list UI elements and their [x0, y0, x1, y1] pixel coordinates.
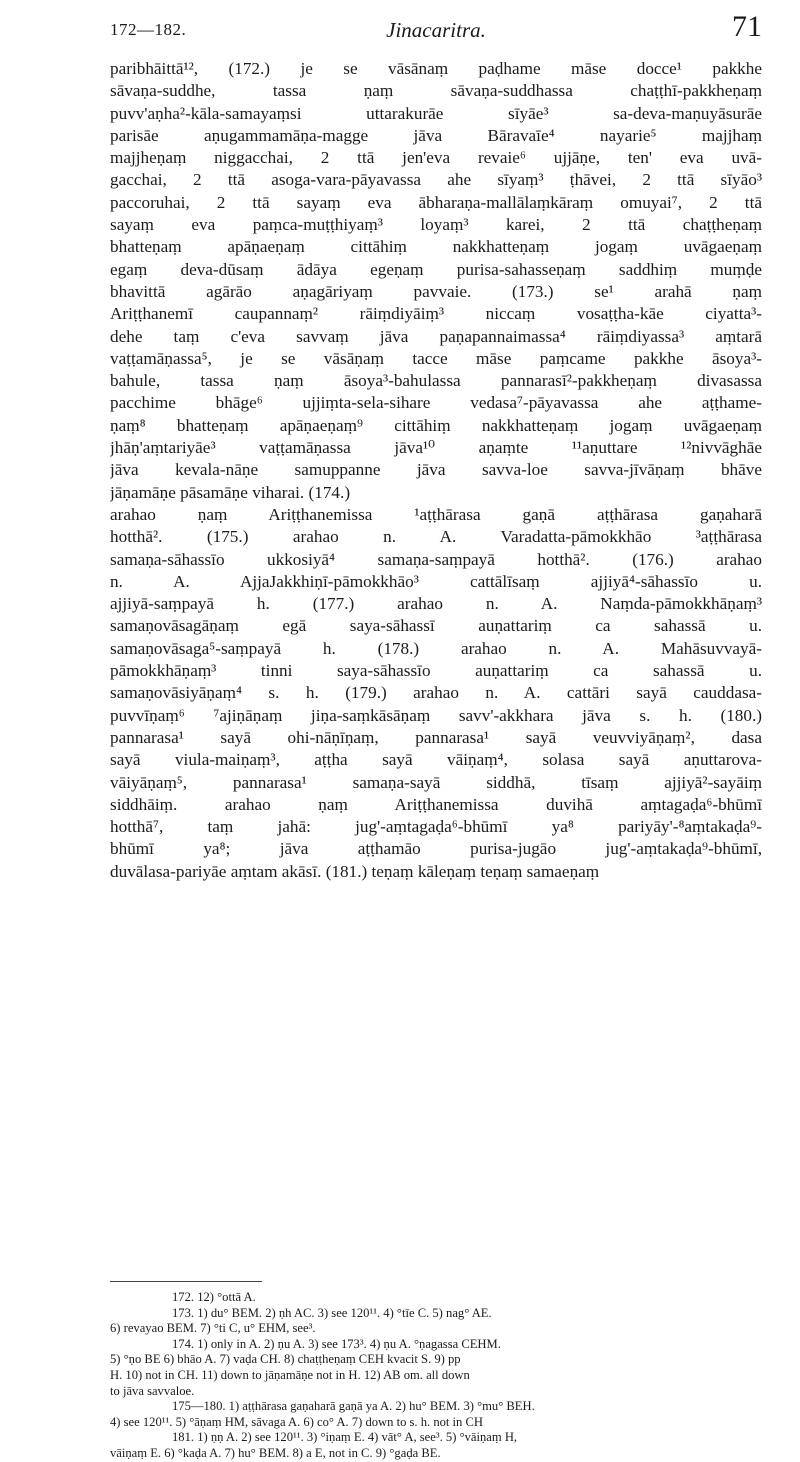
- footnote-line: 172. 12) °ottā A.: [172, 1290, 256, 1304]
- text-line: paccoruhai, 2 ttā sayaṃ eva ābharaṇa-mallālaṃkāraṃ omuyai⁷, 2 ttā: [110, 192, 762, 212]
- text-line: siddhāiṃ. arahao ṇaṃ Ariṭṭhanemissa duvihā aṃtagaḍa⁶-bhūmī: [110, 794, 762, 814]
- text-line: ajjiyā-saṃpayā h. (177.) arahao n. A. Naṃda-pāmokkhāṇaṃ³: [110, 594, 762, 614]
- text-line: puvv'aṇha²-kāla-samayaṃsi uttarakurāe sīyāe³ sa-deva-maṇuyāsurāe: [110, 103, 762, 123]
- footnote-line: 174. 1) only in A. 2) ṇu A. 3) see 173³. 4) ṇu A. °ṇagassa CEHM.: [172, 1336, 501, 1351]
- text-line: pacchime bhāge⁶ ujjiṃta-sela-sihare vedasa⁷-pāyavassa ahe aṭṭhame-: [110, 393, 762, 413]
- footnote-line: to jāva savvaloe.: [110, 1383, 195, 1398]
- text-line: dehe taṃ c'eva savvaṃ jāva paṇapannaimassa⁴ rāiṃdiyassa³ aṃtarā: [110, 326, 762, 346]
- text-line: samaṇovāsiyāṇaṃ⁴ s. h. (179.) arahao n. A. cattāri sayā cauddasa-: [110, 683, 762, 703]
- text-line: majjheṇaṃ niggacchai, 2 ttā jen'eva revaie⁶ ujjāṇe, ten' eva uvā-: [110, 148, 762, 168]
- text-line: n. A. AjjaJakkhiṇī-pāmokkhāo³ cattālīsaṃ ajjiyā⁴-sāhassīo u.: [110, 571, 762, 591]
- text-line: samaṇa-sāhassīo ukkosiyā⁴ samaṇa-saṃpayā hotthā². (176.) arahao: [110, 549, 762, 569]
- footnote-line: 5) °ṇo BE 6) bhāo A. 7) vaḍa CH. 8) chaṭṭheṇaṃ CEH kvacit S. 9) pp: [110, 1352, 461, 1367]
- text-line: hotthā². (175.) arahao n. A. Varadatta-pāmokkhāo ³aṭṭhārasa: [110, 527, 762, 547]
- page-number: 71: [732, 10, 762, 43]
- text-line: pāmokkhāṇaṃ³ tinni saya-sāhassīo auṇattariṃ ca sahassā u.: [110, 661, 762, 681]
- text-line: gacchai, 2 ttā asoga-vara-pāyavassa ahe sīyaṃ³ ṭhāvei, 2 ttā sīyāo³: [110, 170, 762, 190]
- text-line: hotthā⁷, taṃ jahā: jug'-aṃtagaḍa⁶-bhūmī ya⁸ pariyāy'-⁸aṃtakaḍa⁹-: [110, 817, 762, 837]
- text-line: samaṇovāsagāṇaṃ egā saya-sāhassī auṇattariṃ ca sahassā u.: [110, 616, 762, 636]
- text-line: sayā viula-maiṇaṃ³, aṭṭha sayā vāiṇaṃ⁴, solasa sayā aṇuttarova-: [110, 750, 762, 770]
- text-line: vāiyāṇaṃ⁵, pannarasa¹ samaṇa-sayā siddhā, tīsaṃ ajjiyā²-sayāiṃ: [110, 772, 762, 792]
- footnote-line: 181. 1) ṇṇ A. 2) see 120¹¹. 3) °iṇaṃ E. 4) vāt° A, see³. 5) °vāiṇaṃ H,: [172, 1430, 518, 1445]
- running-section-range: 172—182.: [110, 20, 187, 39]
- main-text: [110, 58, 762, 883]
- footnotes: [110, 1290, 762, 1462]
- text-line: bhavittā agārāo aṇagāriyaṃ pavvaie. (173.) se¹ arahā ṇaṃ: [110, 281, 762, 301]
- footnote-divider: [110, 1281, 262, 1282]
- text-line: ṇaṃ⁸ bhatteṇaṃ apāṇaeṇaṃ⁹ cittāhiṃ nakkhatteṇaṃ jogaṃ uvāgaeṇaṃ: [110, 415, 762, 435]
- text-line: paribhāittā¹², (172.) je se vāsānaṃ paḍhame māse docce¹ pakkhe: [110, 59, 762, 78]
- footnote-line: H. 10) not in CH. 11) down to jāṇamāṇe not in H. 12) AB om. all down: [110, 1367, 470, 1382]
- text-line: bahule, tassa ṇaṃ āsoya³-bahulassa pannarasī²-pakkheṇaṃ divasassa: [110, 371, 762, 391]
- footnote-line: 173. 1) du° BEM. 2) ṇh AC. 3) see 120¹¹. 4) °tīe C. 5) nag° AE.: [172, 1305, 492, 1320]
- text-line: jhāṇ'aṃtariyāe³ vaṭṭamāṇassa jāva¹⁰ aṇaṃte ¹¹aṇuttare ¹²nivvāghāe: [110, 438, 762, 458]
- footnote-line: 4) see 120¹¹. 5) °āṇaṃ HM, sāvaga A. 6) co° A. 7) down to s. h. not in CH: [110, 1414, 483, 1429]
- text-line: puvvīṇaṃ⁶ ⁷ajiṇāṇaṃ jiṇa-saṃkāsāṇaṃ savv'-akkhara jāva s. h. (180.): [110, 705, 762, 725]
- text-line: bhatteṇaṃ apāṇaeṇaṃ cittāhiṃ nakkhatteṇaṃ jogaṃ uvāgaeṇaṃ: [110, 237, 762, 257]
- text-line: sāvaṇa-suddhe, tassa ṇaṃ sāvaṇa-suddhassa chaṭṭhī-pakkheṇaṃ: [110, 81, 762, 101]
- footnote-line: 6) revayao BEM. 7) °ti C, u° EHM, see³.: [110, 1321, 316, 1336]
- footnote-line: 175—180. 1) aṭṭhārasa gaṇaharā gaṇā ya A. 2) hu° BEM. 3) °mu° BEH.: [172, 1399, 535, 1414]
- text-line: bhūmī ya⁸; jāva aṭṭhamāo purisa-jugāo jug'-aṃtakaḍa⁹-bhūmī,: [110, 839, 762, 859]
- text-line: egaṃ deva-dūsaṃ ādāya egeṇaṃ purisa-sahasseṇaṃ saddhiṃ muṃḍe: [110, 259, 762, 279]
- footnote-line: vāiṇaṃ E. 6) °kaḍa A. 7) hu° BEM. 8) a E, not in C. 9) °gaḍa BE.: [110, 1445, 441, 1460]
- text-line: parisāe aṇugammamāṇa-magge jāva Bāravaīe⁴ nayarie⁵ majjhaṃ: [110, 125, 762, 145]
- text-line: Ariṭṭhanemī caupannaṃ² rāiṃdiyāiṃ³ niccaṃ vosaṭṭha-kāe ciyatta³-: [110, 304, 762, 324]
- text-line: samaṇovāsaga⁵-saṃpayā h. (178.) arahao n. A. Mahāsuvvayā-: [110, 638, 762, 658]
- text-line: duvālasa-pariyāe aṃtam akāsī. (181.) teṇaṃ kāleṇaṃ teṇaṃ samaeṇaṃ: [110, 861, 600, 881]
- text-line: jāṇamāṇe pāsamāṇe viharai. (174.): [110, 482, 351, 502]
- running-header: [110, 10, 762, 46]
- text-line: jāva kevala-nāṇe samuppanne jāva savva-loe savva-jīvāṇaṃ bhāve: [110, 460, 762, 480]
- text-line: vaṭṭamāṇassa⁵, je se vāsāṇaṃ tacce māse paṃcame pakkhe āsoya³-: [110, 348, 762, 368]
- text-line: sayaṃ eva paṃca-muṭṭhiyaṃ³ loyaṃ³ karei, 2 ttā chaṭṭheṇaṃ: [110, 215, 762, 235]
- running-title: Jinacaritra.: [386, 18, 486, 42]
- text-line: pannarasa¹ sayā ohi-nāṇīṇaṃ, pannarasa¹ sayā veuvviyāṇaṃ², dasa: [110, 727, 762, 747]
- text-line: arahao ṇaṃ Ariṭṭhanemissa ¹aṭṭhārasa gaṇā aṭṭhārasa gaṇaharā: [110, 504, 762, 524]
